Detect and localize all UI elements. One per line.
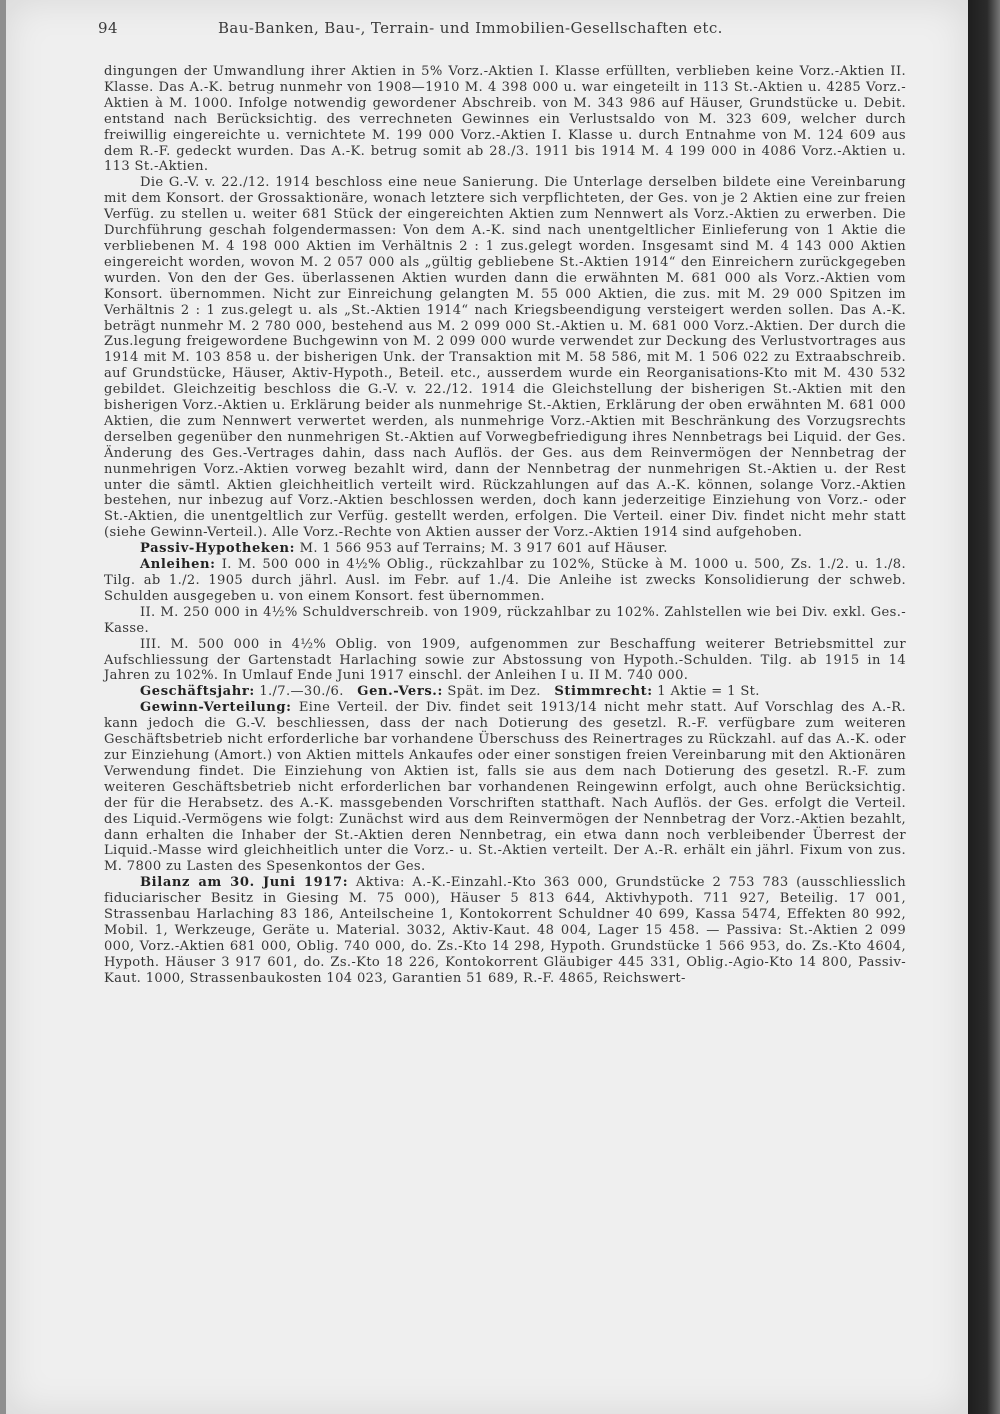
paragraph-passiv-hypotheken bbox=[104, 541, 906, 557]
bilanz-text: Aktiva: A.-K.-Einzahl.-Kto 363 000, Grundstücke 2 753 783 (ausschliesslich fiduciarischer Besitz in Giesing M. 75 000), Häuser 5 813 644, Aktivhypoth. 711 927, Beteilig. 17 001, Strassenbau Harlaching 83 186, Anteilscheine 1, Kontokorrent Schuldner 40 699, Kassa 5474, Effekten 80 992, Mobil. 1, Werkzeuge, Geräte u. Material. 3032, Aktiv-Kaut. 48 004, Lager 15 458. — Passiva: St.-Aktien 2 099 000, Vorz.-Aktien 681 000, Oblig. 740 000, do. Zs.-Kto 14 298, Hypoth. Grundstücke 1 566 953, do. Zs.-Kto 4604, Hypoth. Häuser 3 917 601, do. Zs.-Kto 18 226, Kontokorrent Gläubiger 445 331, Oblig.-Agio-Kto 14 800, Passiv-Kaut. 1000, Strassenbaukosten 104 023, Garantien 51 689, R.-F. 4865, Reichswert- bbox=[104, 875, 906, 986]
gen-vers-text: Spät. im Dez. bbox=[447, 684, 541, 700]
stimmrecht-text: 1 Aktie = 1 St. bbox=[657, 684, 760, 700]
section-label-geschaeftsjahr: Geschäftsjahr: bbox=[140, 684, 255, 700]
section-label-gen-vers: Gen.-Vers.: bbox=[357, 684, 443, 700]
section-label-gewinn-verteilung: Gewinn-Verteilung: bbox=[140, 700, 292, 716]
section-label-anleihen: Anleihen: bbox=[140, 557, 216, 573]
gewinn-verteilung-text: Eine Verteil. der Div. findet seit 1913/14 nicht mehr statt. Auf Vorschlag des A.-R. kann jedoch die G.-V. beschliessen, dass der nach Dotierung des gesetzl. R.-F. verfügbare zum weiteren Geschäftsbetrieb nicht erforderliche bar vorhandene Überschuss des Reinertrages zu Rückzahl. auf das A.-K. oder zur Einziehung (Amort.) von Aktien mittels Ankaufes oder einer sonstigen freien Vereinbarung mit den Aktionären Verwendung findet. Die Einziehung von Aktien ist, falls sie aus dem nach Dotierung des gesetzl. R.-F. zum weiteren Geschäftsbetrieb nicht erforderlichen bar vorhandenen Reingewinn erfolgt, auch ohne Berücksichtig. der für die Herabsetz. des A.-K. massgebenden Vorschriften statthaft. Nach Auflös. der Ges. erfolgt die Verteil. des Liquid.-Vermögens wie folgt: Zunächst wird aus dem Reinvermögen der Nennbetrag der Vorz.-Aktien bezahlt, dann erhalten die Inhaber der St.-Aktien deren Nennbetrag, ein etwa dann noch verbleibender Überrest der Liquid.-Masse wird gleichheitlich unter die Vorz.- u. St.-Aktien verteilt. Der A.-R. erhält ein jährl. Fixum von zus. M. 7800 zu Lasten des Spesenkontos der Ges. bbox=[104, 700, 906, 875]
section-label-stimmrecht: Stimmrecht: bbox=[554, 684, 653, 700]
running-title: Bau-Banken, Bau-, Terrain- und Immobilien-Gesellschaften etc. bbox=[218, 19, 723, 37]
passiv-hypotheken-text: M. 1 566 953 auf Terrains; M. 3 917 601 auf Häuser. bbox=[299, 541, 668, 557]
page-number: 94 bbox=[98, 19, 118, 37]
paragraph-geschaeftsjahr bbox=[104, 684, 906, 700]
section-label-passiv-hypotheken: Passiv-Hypotheken: bbox=[140, 541, 296, 557]
page-header bbox=[98, 19, 918, 41]
paragraph-intro-continuation: dingungen der Umwandlung ihrer Aktien in 5% Vorz.-Aktien I. Klasse erfüllten, verblieben keine Vorz.-Aktien II. Klasse. Das A.-K. betrug nunmehr von 1908—1910 M. 4 398 000 u. war eingeteilt in 113 St.-Aktien u. 4285 Vorz.-Aktien à M. 1000. Infolge notwendig gewordener Abschreib. von M. 343 986 auf Häuser, Grundstücke u. Debit. entstand nach Berücksichtig. des verrechneten Gewinnes ein Verlustsaldo von M. 323 609, welcher durch freiwillig eingereichte u. vernichtete M. 199 000 Vorz.-Aktien I. Klasse u. durch Entnahme von M. 124 609 aus dem R.-F. gedeckt wurden. Das A.-K. betrug somit ab 28./3. 1911 bis 1914 M. 4 199 000 in 4086 Vorz.-Aktien u. 113 St.-Aktien. bbox=[104, 64, 906, 175]
paragraph-anleihe-ii: II. M. 250 000 in 4½% Schuldverschreib. von 1909, rückzahlbar zu 102%. Zahlstellen wie bei Div. exkl. Ges.-Kasse. bbox=[104, 604, 906, 636]
paragraph-anleihe-iii: III. M. 500 000 in 4½% Oblig. von 1909, aufgenommen zur Beschaffung weiterer Betriebsmittel zur Aufschliessung der Gartenstadt Harlaching sowie zur Abstossung von Hypoth.-Schulden. Tilg. ab 1915 in 14 Jahren zu 102%. In Umlauf Ende Juni 1917 einschl. der Anleihen I u. II M. 740 000. bbox=[104, 636, 906, 684]
paragraph-bilanz bbox=[104, 875, 906, 986]
geschaeftsjahr-text: 1./7.—30./6. bbox=[259, 684, 344, 700]
anleihen-text: I. M. 500 000 in 4½% Oblig., rückzahlbar zu 102%, Stücke à M. 1000 u. 500, Zs. 1./2. u. 1./8. Tilg. ab 1./2. 1905 durch jährl. Ausl. im Febr. auf 1./4. Die Anleihe ist zwecks Konsolidierung der schweb. Schulden ausgegeben u. von einem Konsort. fest übernommen. bbox=[104, 557, 906, 604]
document-body bbox=[104, 64, 906, 987]
paragraph-anleihen bbox=[104, 557, 906, 605]
paragraph-gewinn-verteilung bbox=[104, 700, 906, 875]
scan-edge-shadow bbox=[968, 0, 1000, 1414]
paragraph-sanierung: Die G.-V. v. 22./12. 1914 beschloss eine neue Sanierung. Die Unterlage derselben bildete eine Vereinbarung mit dem Konsort. der Grossaktionäre, wonach letztere sich verpflichteten, der Ges. von je 2 Aktien eine zur freien Verfüg. zu stellen u. weiter 681 Stück der eingereichten Aktien zum Nennwert als Vorz.-Aktien zu erwerben. Die Durchführung geschah folgendermassen: Von dem A.-K. sind nach unentgeltlicher Einlieferung von 1 Aktie die verbliebenen M. 4 198 000 Aktien im Verhältnis 2 : 1 zus.gelegt worden. Insgesamt sind M. 4 143 000 Aktien eingereicht worden, wovon M. 2 057 000 als „gültig gebliebene St.-Aktien 1914“ den Einreichern zurückgegeben wurden. Von den der Ges. überlassenen Aktien wurden dann die erwähnten M. 681 000 als Vorz.-Aktien vom Konsort. übernommen. Nicht zur Einreichung gelangten M. 55 000 Aktien, die zus. mit M. 29 000 Spitzen im Verhältnis 2 : 1 zus.gelegt u. als „St.-Aktien 1914“ nach Kriegsbeendigung versteigert werden sollen. Das A.-K. beträgt nunmehr M. 2 780 000, bestehend aus M. 2 099 000 St.-Aktien u. M. 681 000 Vorz.-Aktien. Der durch die Zus.legung freigewordene Buchgewinn von M. 2 099 000 wurde verwendet zur Deckung des Verlustvortrages aus 1914 mit M. 103 858 u. der bisherigen Unk. der Transaktion mit M. 58 586, mit M. 1 506 022 zu Extraabschreib. auf Grundstücke, Häuser, Aktiv-Hypoth., Beteil. etc., ausserdem wurde ein Reorganisations-Kto mit M. 430 532 gebildet. Gleichzeitig beschloss die G.-V. v. 22./12. 1914 die Gleichstellung der bisherigen St.-Aktien mit den bisherigen Vorz.-Aktien u. Erklärung beider als nunmehrige St.-Aktien, Erklärung der oben erwähnten M. 681 000 Aktien, die zum Nennwert verwertet werden, als nunmehrige Vorz.-Aktien mit Beschränkung des Vorzugsrechts derselben gegenüber den nunmehrigen St.-Aktien auf Vorwegbefriedigung ihres Nennbetrags bei Liquid. der Ges. Änderung des Ges.-Vertrages dahin, dass nach Auflös. der Ges. aus dem Reinvermögen der Nennbetrag der nunmehrigen Vorz.-Aktien vorweg bezahlt wird, dann der Nennbetrag der nunmehrigen St.-Aktien u. der Rest unter die sämtl. Aktien gleichheitlich verteilt wird. Rückzahlungen auf das A.-K. können, solange Vorz.-Aktien bestehen, nur inbezug auf Vorz.-Aktien beschlossen werden, doch kann jederzeitige Einziehung von Vorz.- oder St.-Aktien, die unentgeltlich zur Verfüg. gestellt werden, erfolgen. Die Verteil. einer Div. findet nicht mehr statt (siehe Gewinn-Verteil.). Alle Vorz.-Rechte von Aktien ausser der Vorz.-Aktien 1914 sind aufgehoben. bbox=[104, 175, 906, 541]
section-label-bilanz: Bilanz am 30. Juni 1917: bbox=[140, 875, 349, 891]
